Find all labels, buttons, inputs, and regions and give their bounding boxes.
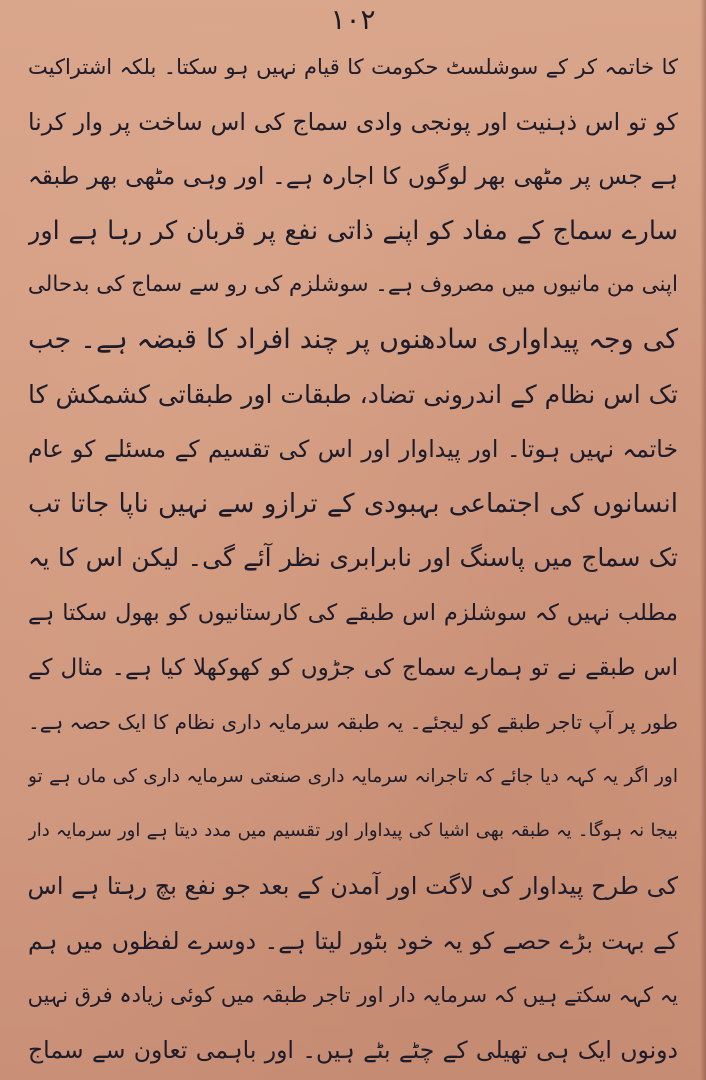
text-line: اپنی من مانیوں میں مصروف ہے۔ سوشلزم کی رو سے سماج کی بدحالی (28, 272, 678, 298)
text-line: تک سماج میں پاسنگ اور نابرابری نظر آئے گی۔ لیکن اس کا یہ (28, 543, 678, 573)
text-line: کی وجہ پیداواری سادھنوں پر چند افراد کا قبضہ ہے۔ جب (28, 323, 678, 355)
text-line: انسانوں کی اجتماعی بہبودی کے ترازو سے نہیں ناپا جاتا تب (28, 488, 678, 519)
text-line: کی طرح پیداوار کی لاگت اور آمدن کے بعد جو نفع بچ رہتا ہے اس (28, 871, 678, 900)
text-line: یہ کہہ سکتے ہیں کہ سرمایہ دار اور تاجر طبقہ میں کوئی زیادہ فرق نہیں (28, 983, 678, 1008)
text-line: خاتمہ نہیں ہوتا۔ اور پیداوار اور اس کی تقسیم کے مسئلے کو عام (28, 435, 678, 464)
text-line: اور اگر یہ کہہ دیا جائے کہ تاجرانہ سرمایہ داری صنعتی سرمایہ داری کی ماں ہے تو (28, 765, 678, 787)
page-edge-shadow (700, 0, 706, 1080)
text-line: بیجا نہ ہوگا۔ یہ طبقہ بھی اشیا کی پیداوار اور تقسیم میں مدد دیتا ہے اور سرمایہ دار (28, 820, 678, 842)
text-line: سارے سماج کے مفاد کو اپنے ذاتی نفع پر قربان کر رہا ہے اور (28, 215, 678, 246)
text-line: کو تو اس ذہنیت اور پونجی وادی سماج کی اس ساخت پر وار کرنا (28, 107, 678, 136)
body-text (28, 40, 678, 1077)
text-line: کا خاتمہ کر کے سوشلسٹ حکومت کا قیام نہیں ہو سکتا۔ بلکہ اشتراکیت (28, 55, 678, 79)
text-line: طور پر آپ تاجر طبقے کو لیجئے۔ یہ طبقہ سرمایہ داری نظام کا ایک حصہ ہے۔ (28, 710, 678, 735)
text-line: ہے جس پر مٹھی بھر لوگوں کا اجارہ ہے۔ اور وہی مٹھی بھر طبقہ (28, 162, 678, 191)
text-line: دونوں ایک ہی تھیلی کے چٹے بٹے ہیں۔ اور باہمی تعاون سے سماج (28, 1035, 678, 1064)
text-line: کے بہت بڑے حصے کو یہ خود بٹور لیتا ہے۔ دوسرے لفظوں میں ہم (28, 926, 678, 955)
text-line: مطلب نہیں کہ سوشلزم اس طبقے کی کارستانیوں کو بھول سکتا ہے (28, 599, 678, 626)
text-line: اس طبقے نے تو ہمارے سماج کی جڑوں کو کھوکھلا کیا ہے۔ مثال کے (28, 654, 678, 681)
page-number: ۱۰۲ (330, 3, 376, 36)
text-line: تک اس نظام کے اندرونی تضاد، طبقات اور طبقاتی کشمکش کا (28, 379, 678, 409)
